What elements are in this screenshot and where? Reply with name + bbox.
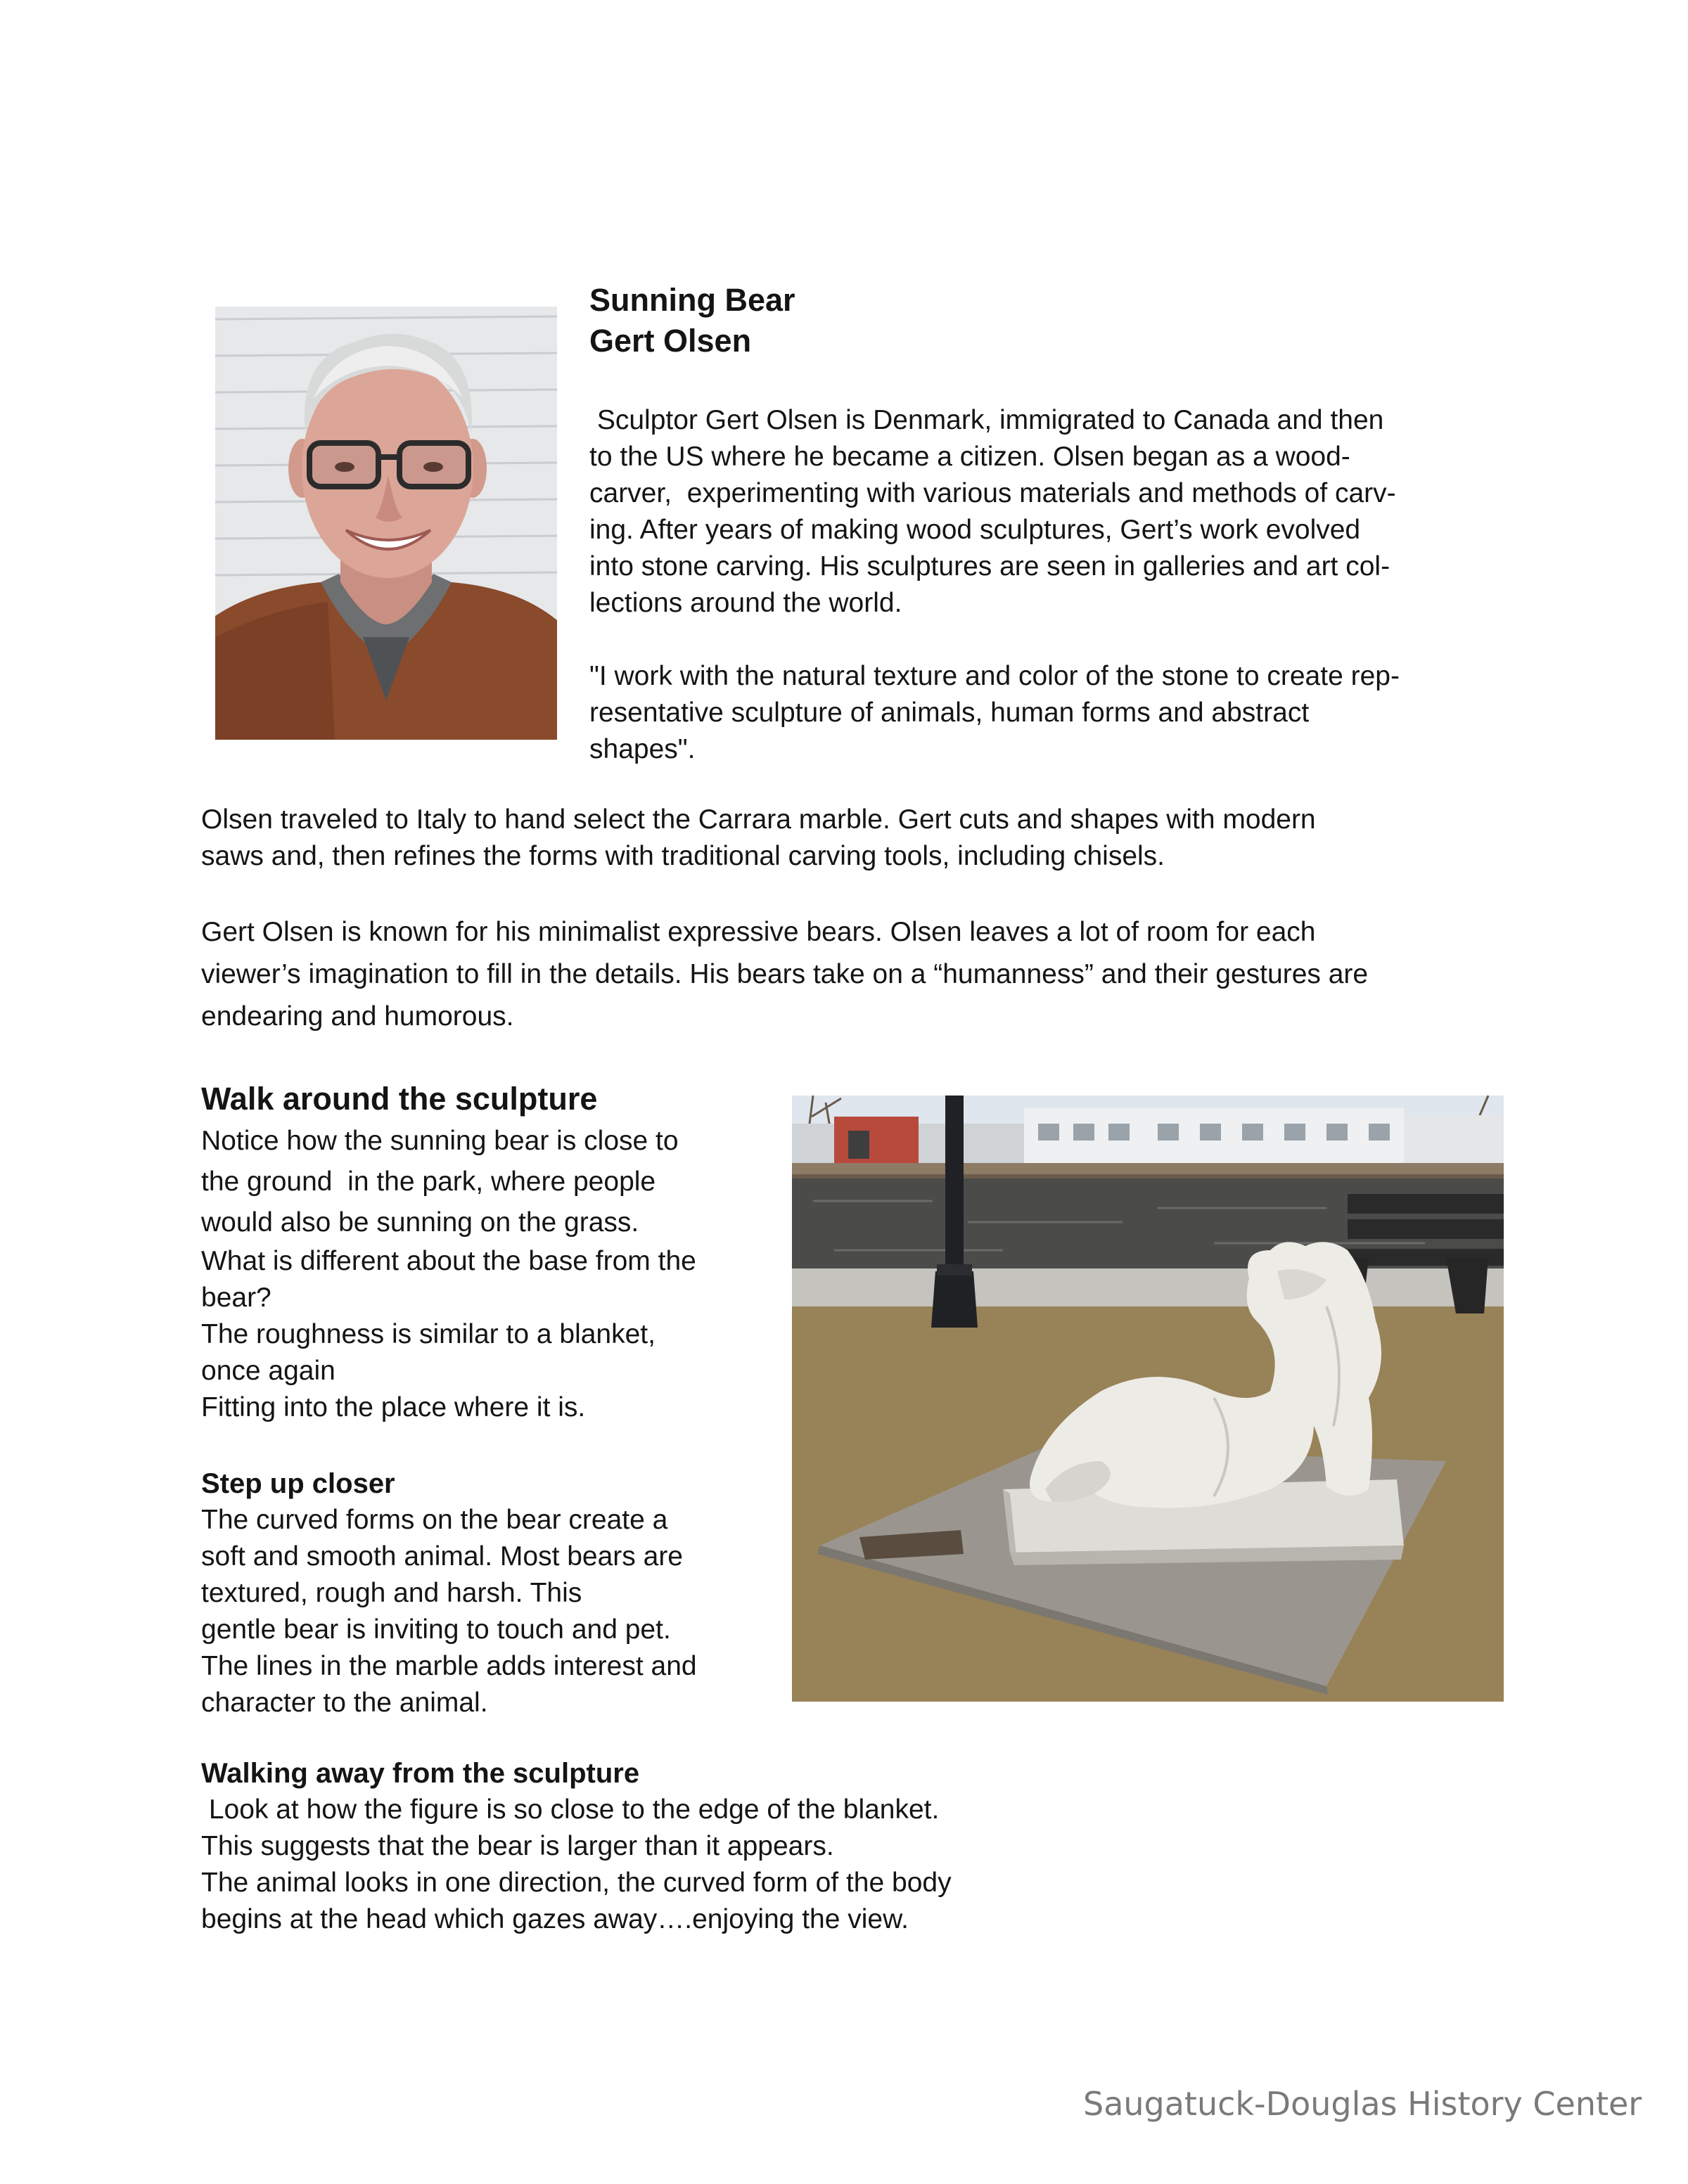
- artwork-title: Sunning Bear: [589, 282, 795, 318]
- text-line: saws and, then refines the forms with traditional carving tools, including chisels.: [201, 841, 1165, 871]
- text-line: viewer’s imagination to fill in the details. His bears take on a “humanness” and their gestures are: [201, 959, 1369, 989]
- artist-name: Gert Olsen: [589, 323, 752, 359]
- text-line: Gert Olsen is known for his minimalist expressive bears. Olsen leaves a lot of room for each: [201, 917, 1316, 947]
- text-line: Sculptor Gert Olsen is Denmark, immigrated to Canada and then: [589, 405, 1384, 435]
- text-line: lections around the world.: [589, 588, 902, 618]
- text-line: Fitting into the place where it is.: [201, 1392, 586, 1422]
- text-line: What is different about the base from the: [201, 1246, 696, 1276]
- walking-away-heading: Walking away from the sculpture: [201, 1758, 640, 1789]
- text-line: shapes".: [589, 734, 696, 764]
- text-line: soft and smooth animal. Most bears are: [201, 1541, 683, 1572]
- text-line: resentative sculpture of animals, human forms and abstract: [589, 698, 1310, 728]
- walk-around-heading: Walk around the sculpture: [201, 1081, 598, 1117]
- text-line: to the US where he became a citizen. Olsen began as a wood-: [589, 442, 1350, 472]
- text-line: character to the animal.: [201, 1688, 488, 1718]
- text-line: the ground in the park, where people: [201, 1167, 656, 1197]
- artist-quote: [589, 658, 1400, 768]
- walk-around-text: [201, 1121, 696, 1426]
- sculpture-photo: [792, 1096, 1504, 1702]
- text-line: bear?: [201, 1283, 271, 1313]
- text-line: Look at how the figure is so close to the edge of the blanket.: [201, 1794, 940, 1825]
- text-line: Olsen traveled to Italy to hand select the Carrara marble. Gert cuts and shapes with modern: [201, 804, 1316, 835]
- text-line: begins at the head which gazes away….enjoying the view.: [201, 1904, 909, 1934]
- bio-paragraph: [589, 402, 1396, 622]
- text-line: Notice how the sunning bear is close to: [201, 1126, 679, 1156]
- text-line: "I work with the natural texture and color of the stone to create rep-: [589, 661, 1400, 691]
- text-line: into stone carving. His sculptures are seen in galleries and art col-: [589, 551, 1390, 582]
- text-line: ing. After years of making wood sculptures, Gert’s work evolved: [589, 515, 1361, 545]
- footer-credit: Saugatuck-Douglas History Center: [1083, 2085, 1642, 2123]
- step-up-closer-heading: Step up closer: [201, 1468, 395, 1499]
- text-line: textured, rough and harsh. This: [201, 1578, 582, 1608]
- artist-portrait-photo: [215, 307, 557, 740]
- text-line: once again: [201, 1356, 335, 1386]
- text-line: gentle bear is inviting to touch and pet.: [201, 1614, 671, 1645]
- text-line: The curved forms on the bear create a: [201, 1505, 668, 1535]
- text-line: The animal looks in one direction, the curved form of the body: [201, 1868, 952, 1898]
- text-line: The lines in the marble adds interest and: [201, 1651, 697, 1681]
- known-for-paragraph: [201, 911, 1368, 1038]
- text-line: The roughness is similar to a blanket,: [201, 1319, 656, 1349]
- title-block: [589, 280, 795, 361]
- text-line: would also be sunning on the grass.: [201, 1207, 639, 1238]
- text-line: endearing and humorous.: [201, 1001, 514, 1032]
- walking-away-text: [201, 1792, 952, 1938]
- text-line: This suggests that the bear is larger than it appears.: [201, 1831, 834, 1861]
- travel-paragraph: [201, 802, 1316, 875]
- step-up-closer-text: [201, 1502, 697, 1721]
- text-line: carver, experimenting with various materials and methods of carv-: [589, 478, 1396, 508]
